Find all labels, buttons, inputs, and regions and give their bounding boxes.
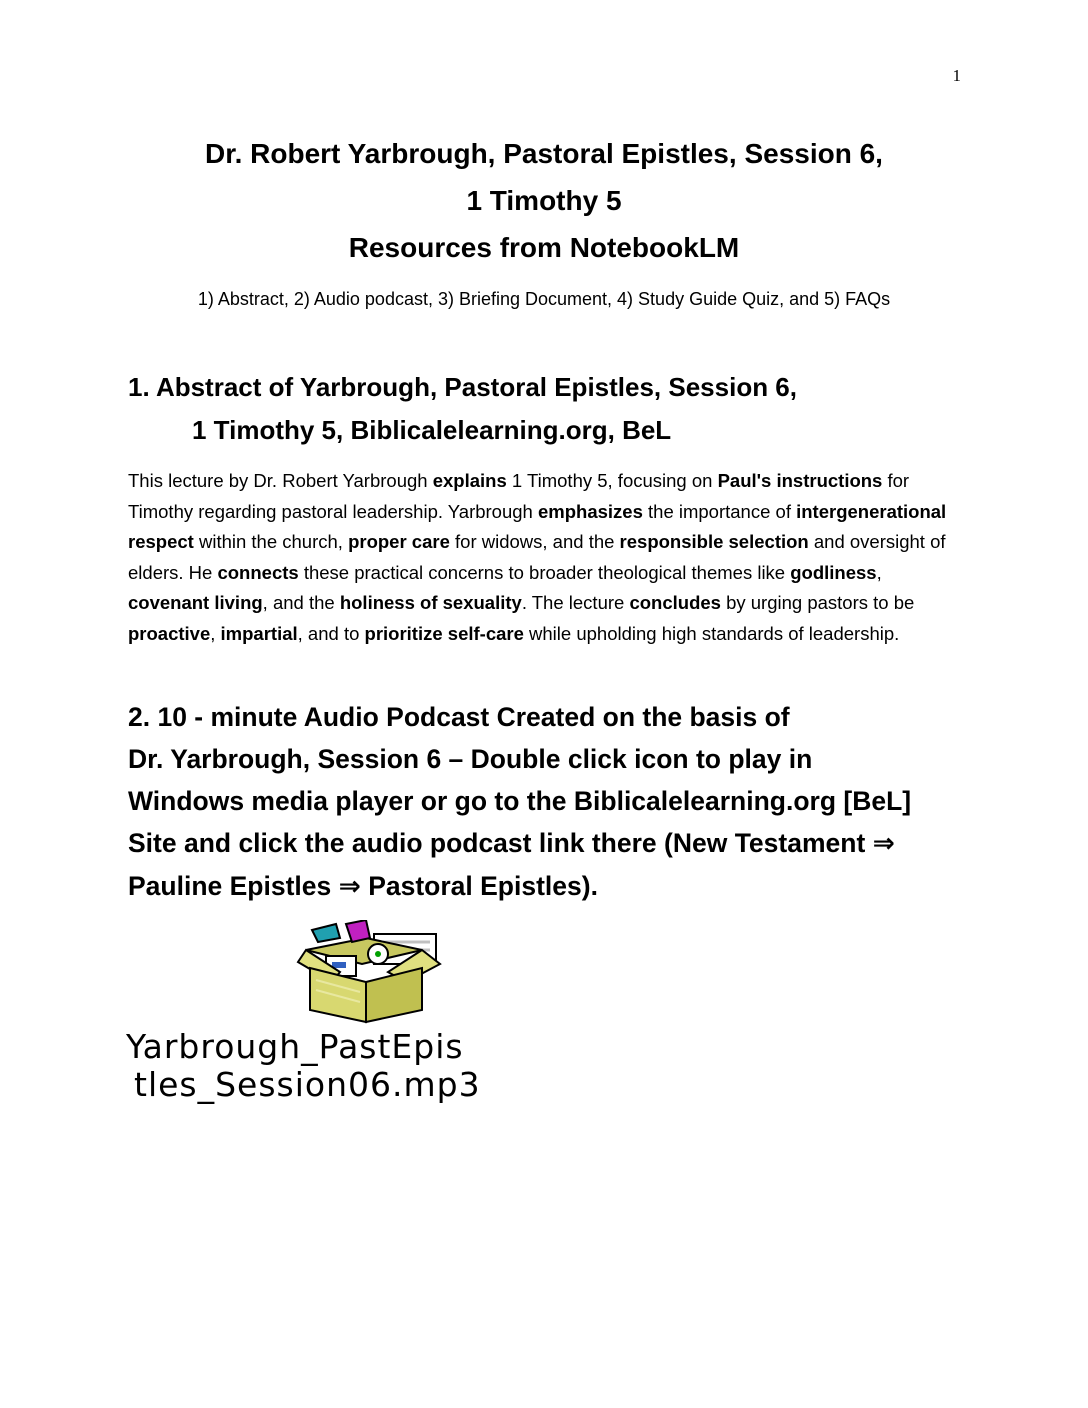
arrow-icon: ⇒: [872, 828, 895, 859]
abstract-bold: Paul's instructions: [717, 470, 883, 491]
section2-heading: [128, 696, 964, 908]
section2-heading-line5: [128, 865, 964, 908]
abstract-bold: concludes: [629, 592, 721, 613]
abstract-text: and oversight of elders. He: [128, 531, 946, 583]
attachment-filename[interactable]: [126, 1028, 606, 1104]
abstract-text: for Timothy regarding pastoral leadership. Yarbrough: [128, 470, 910, 522]
contents-line: 1) Abstract, 2) Audio podcast, 3) Briefing Document, 4) Study Guide Quiz, and 5) FAQs: [197, 289, 891, 309]
abstract-paragraph: [128, 466, 958, 649]
abstract-bold: proper care: [348, 531, 450, 552]
abstract-bold: proactive: [128, 622, 211, 644]
abstract-text: these practical concerns to broader theological themes like: [298, 561, 791, 583]
abstract-bold: responsible selection: [619, 531, 809, 552]
abstract-bold: impartial: [220, 622, 298, 644]
section2-heading-text: Pauline Epistles: [128, 871, 339, 901]
section2-heading-text: Site and click the audio podcast link there (New Testament: [128, 828, 873, 858]
abstract-bold: covenant living: [128, 592, 263, 613]
abstract-text: This lecture by Dr. Robert Yarbrough: [128, 470, 433, 491]
section1-heading-line2: 1 Timothy 5, Biblicalelearning.org, BeL: [192, 415, 672, 445]
abstract-text: . The lecture: [521, 592, 630, 613]
abstract-text: the importance of: [642, 500, 797, 522]
abstract-bold: explains: [432, 470, 507, 491]
abstract-bold: godliness: [790, 561, 877, 583]
section1-heading: [128, 366, 960, 452]
abstract-text: by urging pastors to be: [720, 592, 915, 613]
title-line-2: 1 Timothy 5: [466, 185, 622, 216]
abstract-bold: connects: [217, 561, 299, 583]
section2-heading-line2: Dr. Yarbrough, Session 6 – Double click icon to play in: [128, 744, 813, 774]
abstract-bold: intergenerational respect: [128, 500, 947, 552]
attachment-filename-line2: tles_Session06.mp3: [134, 1065, 481, 1104]
abstract-text: ,: [210, 622, 221, 644]
abstract-text: , and to: [297, 622, 365, 644]
abstract-text: while upholding high standards of leadership.: [523, 622, 900, 644]
abstract-text: , and the: [262, 592, 340, 613]
page-number: 1: [952, 66, 961, 85]
abstract-text: 1 Timothy 5, focusing on: [506, 470, 718, 491]
attachment-filename-line1: Yarbrough_PastEpis: [126, 1027, 464, 1066]
section2-heading-text: Pastoral Epistles).: [360, 871, 598, 901]
abstract-bold: holiness of sexuality: [339, 592, 522, 613]
section2-heading-line1: 2. 10 - minute Audio Podcast Created on the basis of: [128, 702, 790, 732]
document-title: [128, 130, 960, 271]
section2-heading-line4: [128, 822, 964, 865]
package-icon[interactable]: [296, 920, 442, 1024]
abstract-bold: prioritize self-care: [364, 622, 524, 644]
abstract-text: ,: [876, 561, 882, 583]
abstract-bold: emphasizes: [537, 500, 643, 522]
arrow-icon: ⇒: [338, 871, 361, 902]
title-line-3: Resources from NotebookLM: [348, 232, 740, 263]
section1-heading-line1: 1. Abstract of Yarbrough, Pastoral Epistles, Session 6,: [128, 372, 797, 402]
abstract-text: within the church,: [193, 531, 349, 552]
abstract-text: for widows, and the: [449, 531, 620, 552]
section2-heading-line3: Windows media player or go to the Biblicalelearning.org [BeL]: [128, 786, 912, 816]
title-line-1: Dr. Robert Yarbrough, Pastoral Epistles, Session 6,: [205, 138, 883, 169]
